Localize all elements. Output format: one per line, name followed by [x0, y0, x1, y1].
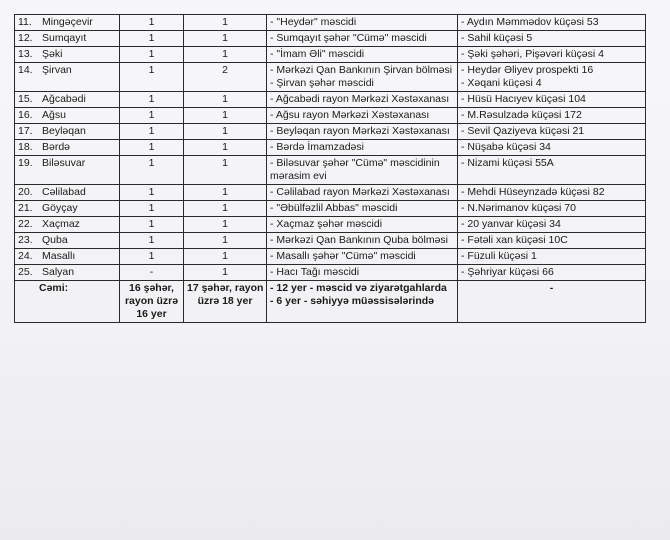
- location-name: - Ağcabədi rayon Mərkəzi Xəstəxanası: [270, 93, 450, 105]
- region-cell: [15, 108, 120, 124]
- count-cell: 1: [120, 185, 184, 201]
- count-cell: -: [120, 265, 184, 281]
- region-name: Ağcabədi: [42, 93, 86, 105]
- row-number: 15.: [18, 93, 33, 105]
- count-cell: 1: [120, 249, 184, 265]
- total-count-line: rayon üzrə: [124, 295, 179, 307]
- location-name: - Xaçmaz şəhər məscidi: [270, 218, 383, 230]
- address: - Nizami küçəsi 55A: [461, 157, 554, 169]
- address-cell: [458, 124, 646, 140]
- place-count-cell: 1: [184, 47, 267, 63]
- location-name: mərasim evi: [270, 170, 327, 182]
- count-cell: 1: [120, 124, 184, 140]
- location-name-cell: [267, 156, 458, 185]
- location-name: - Biləsuvar şəhər "Cümə" məscidinin: [270, 157, 440, 169]
- table-row: [15, 217, 646, 233]
- location-name-cell: [267, 15, 458, 31]
- address-cell: [458, 108, 646, 124]
- address: - Xəqani küçəsi 4: [461, 77, 542, 89]
- row-number: 24.: [18, 250, 33, 262]
- table-row: [15, 15, 646, 31]
- location-name: - "Heydər" məscidi: [270, 16, 357, 28]
- table-row: [15, 156, 646, 185]
- region-name: Xaçmaz: [42, 218, 80, 230]
- region-cell: [15, 63, 120, 92]
- total-place-count-line: 17 şəhər, rayon: [187, 282, 264, 294]
- address: - Sevil Qaziyeva küçəsi 21: [461, 125, 585, 137]
- total-count: [120, 281, 184, 323]
- location-name: - Sumqayıt şəhər "Cümə" məscidi: [270, 32, 427, 44]
- region-cell: [15, 140, 120, 156]
- address: - Sahil küçəsi 5: [461, 32, 533, 44]
- table-row: [15, 63, 646, 92]
- place-count-cell: 1: [184, 249, 267, 265]
- region-name: Bərdə: [42, 141, 71, 153]
- location-name: - Şirvan şəhər məscidi: [270, 77, 374, 89]
- place-count-cell: 1: [184, 217, 267, 233]
- place-count-cell: 1: [184, 185, 267, 201]
- location-name-cell: [267, 233, 458, 249]
- location-name-cell: [267, 108, 458, 124]
- address: - Nüşabə küçəsi 34: [461, 141, 551, 153]
- region-cell: [15, 15, 120, 31]
- location-name-cell: [267, 124, 458, 140]
- count-cell: 1: [120, 92, 184, 108]
- location-name: - Bərdə İmamzadəsi: [270, 141, 364, 153]
- count-cell: 1: [120, 108, 184, 124]
- total-count-line: 16 şəhər,: [129, 282, 174, 294]
- table-row: [15, 233, 646, 249]
- count-cell: 1: [120, 156, 184, 185]
- row-number: 17.: [18, 125, 33, 137]
- row-number: 13.: [18, 48, 33, 60]
- region-cell: [15, 185, 120, 201]
- table-row: [15, 140, 646, 156]
- region-name: Göyçay: [42, 202, 78, 214]
- address-cell: [458, 201, 646, 217]
- address: - M.Rəsulzadə küçəsi 172: [461, 109, 582, 121]
- count-cell: 1: [120, 47, 184, 63]
- address-cell: [458, 63, 646, 92]
- total-label: Cəmi:: [15, 281, 120, 323]
- row-number: 14.: [18, 64, 33, 76]
- region-name: Biləsuvar: [42, 157, 86, 169]
- region-cell: [15, 47, 120, 63]
- region-name: Sumqayıt: [42, 32, 87, 44]
- location-name: - Mərkəzi Qan Bankının Şirvan bölməsi: [270, 64, 453, 76]
- region-name: Beyləqan: [42, 125, 86, 137]
- locations-table-body: [15, 15, 646, 323]
- total-address: -: [458, 281, 646, 323]
- region-cell: [15, 265, 120, 281]
- row-number: 23.: [18, 234, 33, 246]
- region-cell: [15, 156, 120, 185]
- address-cell: [458, 265, 646, 281]
- place-count-cell: 1: [184, 124, 267, 140]
- table-row: [15, 92, 646, 108]
- region-name: Quba: [42, 234, 68, 246]
- row-number: 22.: [18, 218, 33, 230]
- location-name-cell: [267, 249, 458, 265]
- address: - 20 yanvar küçəsi 34: [461, 218, 561, 230]
- count-cell: 1: [120, 201, 184, 217]
- address: - Şəhriyar küçəsi 66: [461, 266, 554, 278]
- total-summary: [267, 281, 458, 323]
- address-cell: [458, 31, 646, 47]
- address-cell: [458, 217, 646, 233]
- region-cell: [15, 92, 120, 108]
- location-name-cell: [267, 201, 458, 217]
- place-count-cell: 1: [184, 92, 267, 108]
- table-row: [15, 108, 646, 124]
- place-count-cell: 1: [184, 108, 267, 124]
- location-name: - Masallı şəhər "Cümə" məscidi: [270, 250, 416, 262]
- location-name: - "Əbülfəzlil Abbas" məscidi: [270, 202, 398, 214]
- row-number: 12.: [18, 32, 33, 44]
- location-name: - "İmam Əli" məscidi: [270, 48, 365, 60]
- total-summary-line: - 12 yer - məscid və ziyarətgahlarda: [270, 282, 447, 294]
- address: - Fətəli xan küçəsi 10C: [461, 234, 568, 246]
- region-name: Şirvan: [42, 64, 72, 76]
- location-name: - Cəlilabad rayon Mərkəzi Xəstəxanası: [270, 186, 450, 198]
- location-name-cell: [267, 92, 458, 108]
- address-cell: [458, 92, 646, 108]
- location-name-cell: [267, 265, 458, 281]
- address: - Mehdi Hüseynzadə küçəsi 82: [461, 186, 605, 198]
- location-name-cell: [267, 47, 458, 63]
- locations-table: [14, 14, 646, 323]
- table-row: [15, 47, 646, 63]
- total-row: [15, 281, 646, 323]
- region-name: Cəlilabad: [42, 186, 86, 198]
- address: - Füzuli küçəsi 1: [461, 250, 537, 262]
- address-cell: [458, 47, 646, 63]
- address-cell: [458, 156, 646, 185]
- region-cell: [15, 217, 120, 233]
- address: - Heydər Əliyev prospekti 16: [461, 64, 594, 76]
- location-name: - Ağsu rayon Mərkəzi Xəstəxanası: [270, 109, 430, 121]
- row-number: 11.: [18, 16, 32, 28]
- address: - Hüsü Hacıyev küçəsi 104: [461, 93, 586, 105]
- total-place-count: [184, 281, 267, 323]
- location-name-cell: [267, 185, 458, 201]
- place-count-cell: 1: [184, 15, 267, 31]
- table-row: [15, 249, 646, 265]
- location-name: - Mərkəzi Qan Bankının Quba bölməsi: [270, 234, 448, 246]
- address-cell: [458, 249, 646, 265]
- table-row: [15, 124, 646, 140]
- region-cell: [15, 31, 120, 47]
- count-cell: 1: [120, 63, 184, 92]
- place-count-cell: 1: [184, 233, 267, 249]
- address-cell: [458, 233, 646, 249]
- place-count-cell: 1: [184, 265, 267, 281]
- address-cell: [458, 185, 646, 201]
- address: - Şəki şəhəri, Pişəvəri küçəsi 4: [461, 48, 604, 60]
- location-name-cell: [267, 63, 458, 92]
- table-row: [15, 201, 646, 217]
- row-number: 20.: [18, 186, 33, 198]
- place-count-cell: 1: [184, 156, 267, 185]
- count-cell: 1: [120, 31, 184, 47]
- region-name: Masallı: [42, 250, 76, 262]
- table-row: [15, 265, 646, 281]
- region-name: Şəki: [42, 48, 63, 60]
- address: - N.Nərimanov küçəsi 70: [461, 202, 576, 214]
- place-count-cell: 1: [184, 201, 267, 217]
- row-number: 25.: [18, 266, 33, 278]
- location-name-cell: [267, 217, 458, 233]
- count-cell: 1: [120, 233, 184, 249]
- region-cell: [15, 124, 120, 140]
- row-number: 16.: [18, 109, 33, 121]
- region-cell: [15, 249, 120, 265]
- region-cell: [15, 201, 120, 217]
- table-row: [15, 185, 646, 201]
- total-place-count-line: üzrə 18 yer: [197, 295, 253, 307]
- total-count-line: 16 yer: [136, 308, 167, 320]
- total-summary-line: - 6 yer - səhiyyə müəssisələrində: [270, 295, 435, 307]
- location-name: - Beyləqan rayon Mərkəzi Xəstəxanası: [270, 125, 450, 137]
- address-cell: [458, 140, 646, 156]
- region-name: Ağsu: [42, 109, 66, 121]
- table-row: [15, 31, 646, 47]
- region-cell: [15, 233, 120, 249]
- location-name-cell: [267, 31, 458, 47]
- address: - Aydın Məmmədov küçəsi 53: [461, 16, 599, 28]
- count-cell: 1: [120, 217, 184, 233]
- place-count-cell: 2: [184, 63, 267, 92]
- place-count-cell: 1: [184, 31, 267, 47]
- row-number: 19.: [18, 157, 33, 169]
- location-name: - Hacı Tağı məscidi: [270, 266, 360, 278]
- region-name: Mingəçevir: [42, 16, 93, 28]
- region-name: Salyan: [42, 266, 75, 278]
- location-name-cell: [267, 140, 458, 156]
- count-cell: 1: [120, 140, 184, 156]
- count-cell: 1: [120, 15, 184, 31]
- row-number: 18.: [18, 141, 33, 153]
- place-count-cell: 1: [184, 140, 267, 156]
- address-cell: [458, 15, 646, 31]
- row-number: 21.: [18, 202, 33, 214]
